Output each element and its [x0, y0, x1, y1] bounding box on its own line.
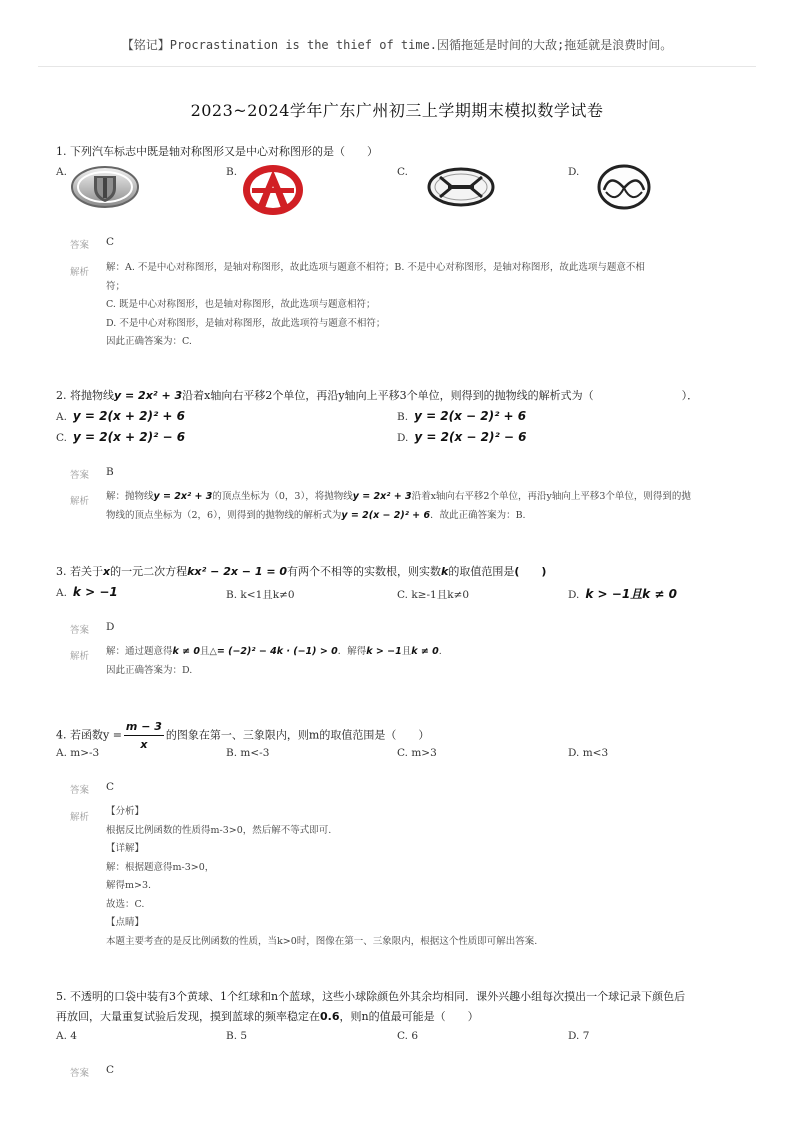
q4-option-d: D. m<3 — [568, 747, 609, 759]
q2-answer-value: B — [106, 466, 114, 478]
q4-exp-line: 本题主要考查的是反比例函数的性质，当k>0时，图像在第一、三象限内，根据这个性质即可解出答案. — [106, 935, 538, 947]
q2-answer-tag: 答案 — [70, 470, 90, 481]
q1-option-b-label: B. — [226, 166, 238, 178]
q3-option-b-label: B. — [226, 589, 238, 601]
q4-exp-line: 【分析】 — [106, 806, 145, 817]
q3-stem-text: 3. 若关于 — [56, 565, 103, 578]
q2-option-d-expr: y = 2(x − 2)² − 6 — [414, 430, 527, 444]
q2-exp-text: ．故此正确答案为：B. — [430, 509, 526, 521]
q2-option-a — [56, 409, 185, 423]
q1-answer-tag: 答案 — [70, 240, 90, 251]
q3-option-c-text: k≥-1且k≠0 — [411, 589, 470, 601]
q2-exp-math: y = 2x² + 3 — [352, 491, 412, 502]
q2-exp-text: 的顶点坐标为（0，3），将抛物线 — [212, 491, 353, 502]
great-wall-logo-icon — [70, 164, 140, 210]
q3-stem-paren: ( ) — [514, 565, 547, 578]
motto-banner: 【铭记】Procrastination is the thief of time.因循拖延是时间的大敌;拖延就是浪费时间。 — [121, 38, 673, 52]
q3-option-a — [56, 585, 118, 599]
q4-fraction-denominator: x — [140, 738, 148, 751]
q2-explanation-tag: 解析 — [70, 496, 90, 507]
q4-explanation — [106, 803, 726, 951]
q3-exp-text: 且△ — [200, 646, 217, 657]
question-1-stem: 1. 下列汽车标志中既是轴对称图形又是中心对称图形的是（ ） — [56, 145, 378, 158]
q3-option-d-text: k > −1且k ≠ 0 — [585, 587, 677, 601]
q3-stem-var-k: k — [441, 565, 449, 578]
q3-exp-text: 解：通过题意得 — [106, 646, 173, 657]
q3-option-a-label: A. — [56, 587, 67, 599]
q1-exp-line: D. 不是中心对称图形，是轴对称图形，故此选项符与题意不相符； — [106, 317, 386, 329]
q3-exp-line: 因此正确答案为：D. — [106, 664, 193, 676]
q3-option-c-label: C. — [397, 589, 408, 601]
q3-explanation-tag: 解析 — [70, 651, 90, 662]
q4-exp-line: 解得m>3. — [106, 880, 152, 891]
question-2-stem — [56, 387, 746, 404]
q1-explanation-tag: 解析 — [70, 267, 90, 278]
q4-fraction — [124, 718, 164, 753]
q1-exp-line: 符； — [106, 280, 126, 292]
chery-style-logo-icon — [240, 162, 306, 218]
q4-option-c: C. m>3 — [397, 747, 437, 759]
q1-option-d-label: D. — [568, 166, 580, 178]
question-3-stem — [56, 563, 746, 580]
q4-option-b: B. m<-3 — [226, 747, 270, 759]
q3-exp-text: . — [438, 646, 442, 657]
q2-option-c-expr: y = 2(x + 2)² − 6 — [73, 430, 186, 444]
q3-exp-text: 且 — [401, 646, 412, 657]
q5-stem-text: 再放回，大量重复试验后发现，摸到蓝球的频率稳定在 — [56, 1010, 320, 1023]
q5-option-a: A. 4 — [56, 1030, 77, 1042]
q2-exp-text: 解：抛物线 — [106, 491, 154, 502]
q3-answer-value: D — [106, 621, 115, 633]
q5-option-b: B. 5 — [226, 1030, 248, 1042]
page-title: 2023~2024学年广东广州初三上学期期末模拟数学试卷 — [190, 101, 604, 120]
q2-stem-expression: y = 2x² + 3 — [114, 389, 183, 402]
q2-exp-text: 物线的顶点坐标为（2，6），则得到的抛物线的解析式为 — [106, 509, 342, 521]
q3-option-d-label: D. — [568, 589, 580, 601]
q4-answer-tag: 答案 — [70, 785, 90, 796]
q4-exp-line: 根据反比例函数的性质得m-3>0，然后解不等式即可. — [106, 824, 332, 836]
q2-explanation — [106, 488, 726, 525]
q1-exp-line: C. 既是中心对称图形，也是轴对称图形，故此选项与题意相符； — [106, 299, 376, 310]
q5-option-d: D. 7 — [568, 1030, 590, 1042]
q4-explanation-tag: 解析 — [70, 812, 90, 823]
q3-exp-math: k ≠ 0 — [411, 646, 439, 657]
q4-stem-text: 4. 若函数y = — [56, 728, 122, 742]
q3-exp-math: k > −1 — [366, 646, 402, 657]
q4-exp-line: 解：根据题意得m-3>0， — [106, 861, 215, 873]
q3-exp-math: k ≠ 0 — [172, 646, 201, 657]
q3-stem-var-x: x — [103, 565, 111, 578]
q3-exp-text: ．解得 — [337, 646, 367, 657]
q2-option-a-label: A. — [56, 411, 67, 423]
q4-exp-line: 故选：C. — [106, 898, 145, 910]
q4-stem-text: 的图象在第一、三象限内，则m的取值范围是（ ） — [165, 728, 430, 742]
header-divider — [38, 66, 756, 67]
q5-answer-value: C — [106, 1064, 115, 1076]
hino-style-logo-icon — [426, 166, 496, 208]
q3-option-b — [226, 587, 295, 602]
q4-fraction-numerator: m − 3 — [124, 718, 164, 736]
q2-exp-text: 沿着x轴向右平移2个单位，再沿y轴向上平移3个单位，则得到的抛 — [411, 491, 691, 502]
q1-answer-value: C — [106, 236, 115, 248]
q3-explanation — [106, 643, 726, 680]
q2-stem-prefix: 2. 将抛物线 — [56, 389, 114, 402]
q4-option-a: A. m>-3 — [56, 747, 100, 759]
q4-exp-line: 【详解】 — [106, 843, 145, 854]
q1-option-c-label: C. — [397, 166, 408, 178]
q3-option-c — [397, 587, 469, 602]
q2-option-c-label: C. — [56, 432, 67, 444]
q2-option-b-expr: y = 2(x − 2)² + 6 — [414, 409, 527, 423]
q3-stem-text: 的取值范围是 — [448, 565, 515, 578]
q3-exp-math: = (−2)² − 4k · (−1) > 0 — [216, 646, 338, 657]
mazda-style-logo-icon — [596, 162, 652, 212]
q5-stem-line — [56, 1007, 746, 1027]
q3-option-a-text: k > −1 — [72, 585, 118, 599]
question-5-stem — [56, 987, 746, 1027]
q3-answer-tag: 答案 — [70, 625, 90, 636]
q2-exp-line — [106, 507, 726, 526]
q2-exp-line — [106, 488, 726, 507]
q3-option-b-text: k<1且k≠0 — [240, 589, 295, 601]
q2-option-a-expr: y = 2(x + 2)² + 6 — [72, 409, 185, 423]
q3-stem-equation: kx² − 2x − 1 = 0 — [187, 565, 288, 578]
q1-explanation — [106, 259, 726, 352]
q2-option-d-label: D. — [397, 432, 409, 444]
q5-stem-line: 5. 不透明的口袋中装有3个黄球、1个红球和n个蓝球，这些小球除颜色外其余均相同．课外兴趣小组每次摸出一个球记录下颜色后 — [56, 990, 686, 1003]
q4-answer-value: C — [106, 781, 115, 793]
q5-stem-text: ，则n的值最可能是（ ） — [339, 1010, 479, 1023]
q3-stem-text: 的一元二次方程 — [110, 565, 188, 578]
q4-exp-line: 【点睛】 — [106, 917, 145, 928]
q2-exp-math: y = 2(x − 2)² + 6 — [341, 509, 431, 521]
q3-option-d — [568, 585, 677, 602]
q3-exp-line — [106, 643, 726, 662]
q2-option-d — [397, 430, 526, 444]
q2-stem-suffix: 沿着x轴向右平移2个单位，再沿y轴向上平移3个单位，则得到的抛物线的解析式为（ ）． — [182, 389, 699, 402]
q1-exp-line: 解：A. 不是中心对称图形，是轴对称图形，故此选项与题意不相符；B. 不是中心对称图形，是轴对称图形，故此选项与题意不相 — [106, 262, 645, 273]
q5-answer-tag: 答案 — [70, 1068, 90, 1079]
q1-exp-line: 因此正确答案为：C. — [106, 336, 192, 347]
q2-option-b-label: B. — [397, 411, 409, 423]
q5-option-c: C. 6 — [397, 1030, 419, 1042]
q5-stem-number: 0.6 — [320, 1010, 340, 1023]
q2-option-b — [397, 409, 526, 423]
q1-option-a-label: A. — [56, 166, 67, 178]
q2-option-c — [56, 430, 185, 444]
q3-stem-text: 有两个不相等的实数根，则实数 — [287, 565, 442, 578]
q2-exp-math: y = 2x² + 3 — [153, 491, 213, 502]
